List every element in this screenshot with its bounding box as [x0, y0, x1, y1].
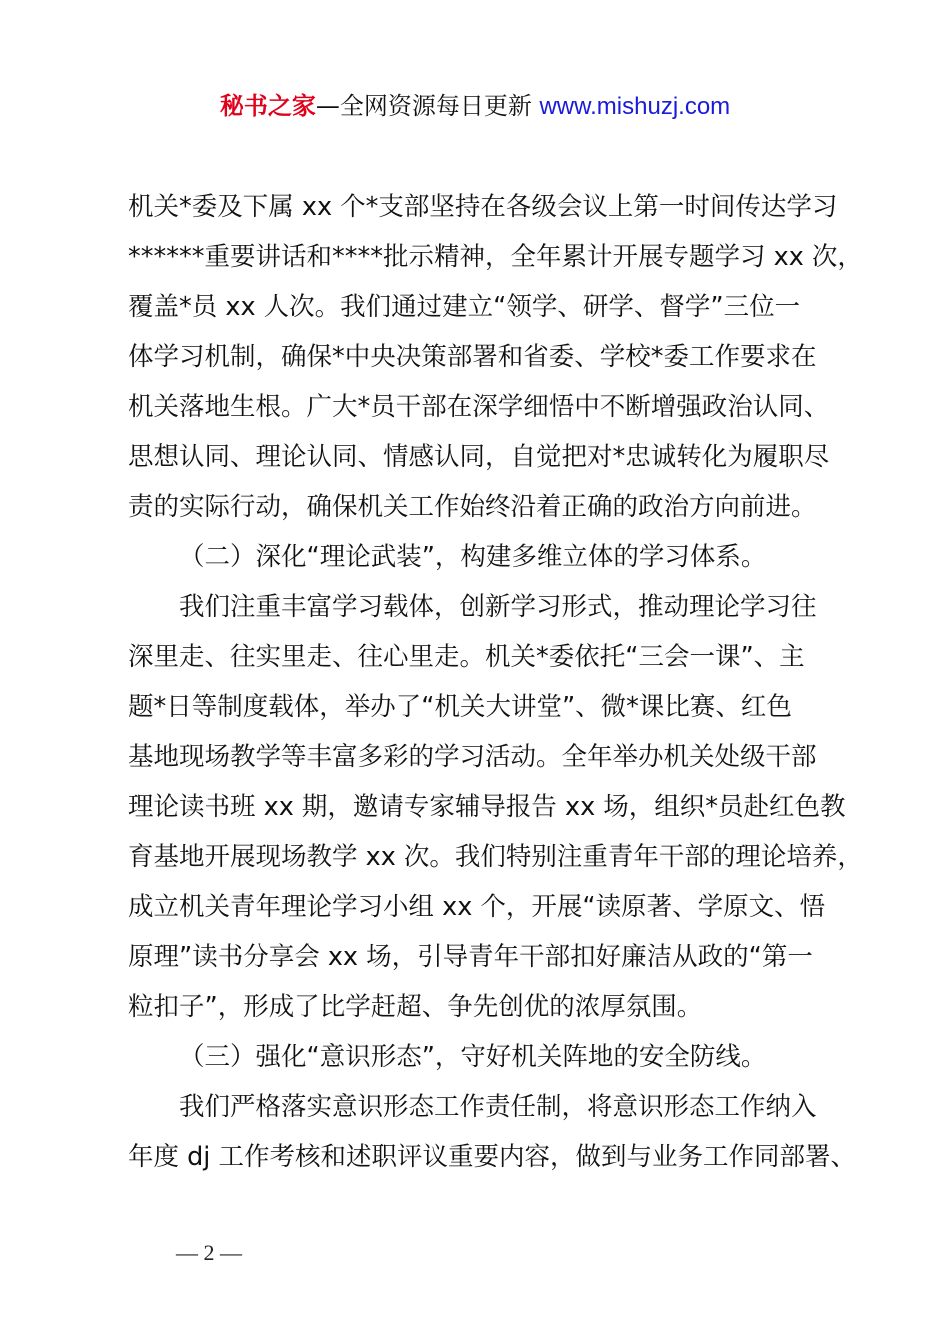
text-line: 年度 dj 工作考核和述职评议重要内容，做到与业务工作同部署、 [128, 1142, 856, 1172]
text-line: 思想认同、理论认同、情感认同，自觉把对*忠诚转化为履职尽 [128, 442, 830, 472]
text-line: 我们严格落实意识形态工作责任制，将意识形态工作纳入 [179, 1092, 817, 1122]
section-heading-2: （二）深化“理论武装”，构建多维立体的学习体系。 [179, 542, 767, 572]
text-line: 理论读书班 xx 期，邀请专家辅导报告 xx 场，组织*员赴红色教 [128, 792, 846, 822]
text-line: 深里走、往实里走、往心里走。机关*委依托“三会一课”、主 [128, 642, 805, 672]
page-number: — 2 — [176, 1240, 242, 1265]
text-line: 我们注重丰富学习载体，创新学习形式，推动理论学习往 [179, 592, 817, 622]
text-line: 题*日等制度载体，举办了“机关大讲堂”、微*课比赛、红色 [128, 692, 792, 722]
document-body [128, 182, 863, 1182]
text-line: 机关落地生根。广大*员干部在深学细悟中不断增强政治认同、 [128, 392, 830, 422]
text-line: 成立机关青年理论学习小组 xx 个，开展“读原著、学原文、悟 [128, 892, 826, 922]
section-heading-3: （三）强化“意识形态”，守好机关阵地的安全防线。 [179, 1042, 767, 1072]
text-line: 覆盖*员 xx 人次。我们通过建立“领学、研学、督学”三位一 [128, 292, 801, 322]
text-line: 体学习机制，确保*中央决策部署和省委、学校*委工作要求在 [128, 342, 817, 372]
site-header [0, 86, 950, 127]
text-line: ******重要讲话和****批示精神，全年累计开展专题学习 xx 次， [128, 242, 863, 272]
header-slogan: —全网资源每日更新 [315, 92, 532, 120]
text-line: 机关*委及下属 xx 个*支部坚持在各级会议上第一时间传达学习 [128, 192, 838, 222]
text-line: 基地现场教学等丰富多彩的学习活动。全年举办机关处级干部 [128, 742, 817, 772]
text-line: 粒扣子”，形成了比学赶超、争先创优的浓厚氛围。 [128, 992, 703, 1022]
brand-name: 秘书之家 [219, 92, 316, 120]
text-line: 育基地开展现场教学 xx 次。我们特别注重青年干部的理论培养， [128, 842, 863, 872]
site-url[interactable]: www.mishuzj.com [539, 93, 731, 120]
text-line: 责的实际行动，确保机关工作始终沿着正确的政治方向前进。 [128, 492, 817, 522]
text-line: 原理”读书分享会 xx 场，引导青年干部扣好廉洁从政的“第一 [128, 942, 813, 972]
